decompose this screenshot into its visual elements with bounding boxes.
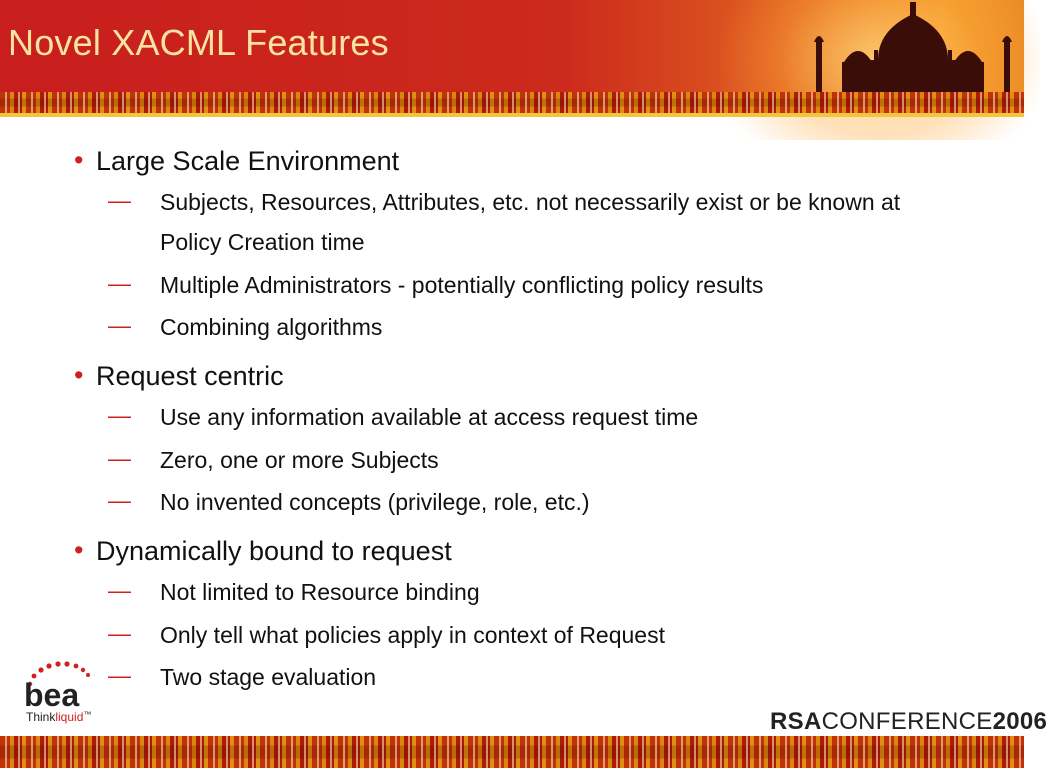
sub-bullet-text: Only tell what policies apply in context of Request <box>160 622 665 648</box>
bullet-item <box>74 535 452 567</box>
sub-bullet-text: Use any information available at access request time <box>160 404 699 430</box>
sub-bullet-item <box>108 265 930 305</box>
bullet-text: Dynamically bound to request <box>96 536 452 566</box>
bullet-text: Request centric <box>96 361 284 391</box>
sub-bullet-item <box>108 440 930 480</box>
divider-line <box>0 113 1024 117</box>
sub-bullet-text: Two stage evaluation <box>160 664 377 690</box>
bullet-dot-icon: • <box>74 360 84 390</box>
sub-bullet-text: No invented concepts (privilege, role, etc.) <box>160 489 590 515</box>
sub-bullet-item <box>108 397 930 437</box>
dash-icon: — <box>108 312 129 338</box>
decorative-band-bottom <box>0 736 1024 768</box>
sub-bullet-item <box>108 657 930 697</box>
svg-text:bea: bea <box>24 677 80 713</box>
dash-icon: — <box>108 487 129 513</box>
bullet-dot-icon: • <box>74 145 84 175</box>
sub-bullet-item <box>108 615 930 655</box>
sub-bullet-text: Zero, one or more Subjects <box>160 447 439 473</box>
bullet-text: Large Scale Environment <box>96 146 400 176</box>
sub-bullet-text: Multiple Administrators - potentially conflicting policy results <box>160 272 764 298</box>
rsa-conference-logo: RSACONFERENCE2006 <box>770 708 1047 735</box>
sub-bullet-item <box>108 482 930 522</box>
sub-bullet-text: Not limited to Resource binding <box>160 579 480 605</box>
bullet-dot-icon: • <box>74 535 84 565</box>
dash-icon: — <box>108 577 129 603</box>
dash-icon: — <box>108 445 129 471</box>
bea-tagline: Thinkliquid™ <box>26 710 92 724</box>
dash-icon: — <box>108 662 129 688</box>
decorative-band-top <box>0 92 1024 113</box>
header-banner <box>0 0 1024 92</box>
bullet-item <box>74 145 400 177</box>
dash-icon: — <box>108 620 129 646</box>
bea-logo <box>16 660 106 730</box>
sub-bullet-item <box>108 182 930 262</box>
sub-bullet-text: Combining algorithms <box>160 314 383 340</box>
palace-silhouette-icon <box>804 0 1024 95</box>
bullet-item <box>74 360 284 392</box>
dash-icon: — <box>108 270 129 296</box>
sub-bullet-item <box>108 572 930 612</box>
dash-icon: — <box>108 187 129 213</box>
sub-bullet-item <box>108 307 930 347</box>
sub-bullet-text: Subjects, Resources, Attributes, etc. not necessarily exist or be known at Policy Creation time <box>160 189 901 255</box>
slide-title: Novel XACML Features <box>8 22 389 63</box>
bea-wordmark-icon <box>16 660 106 713</box>
dash-icon: — <box>108 402 129 428</box>
